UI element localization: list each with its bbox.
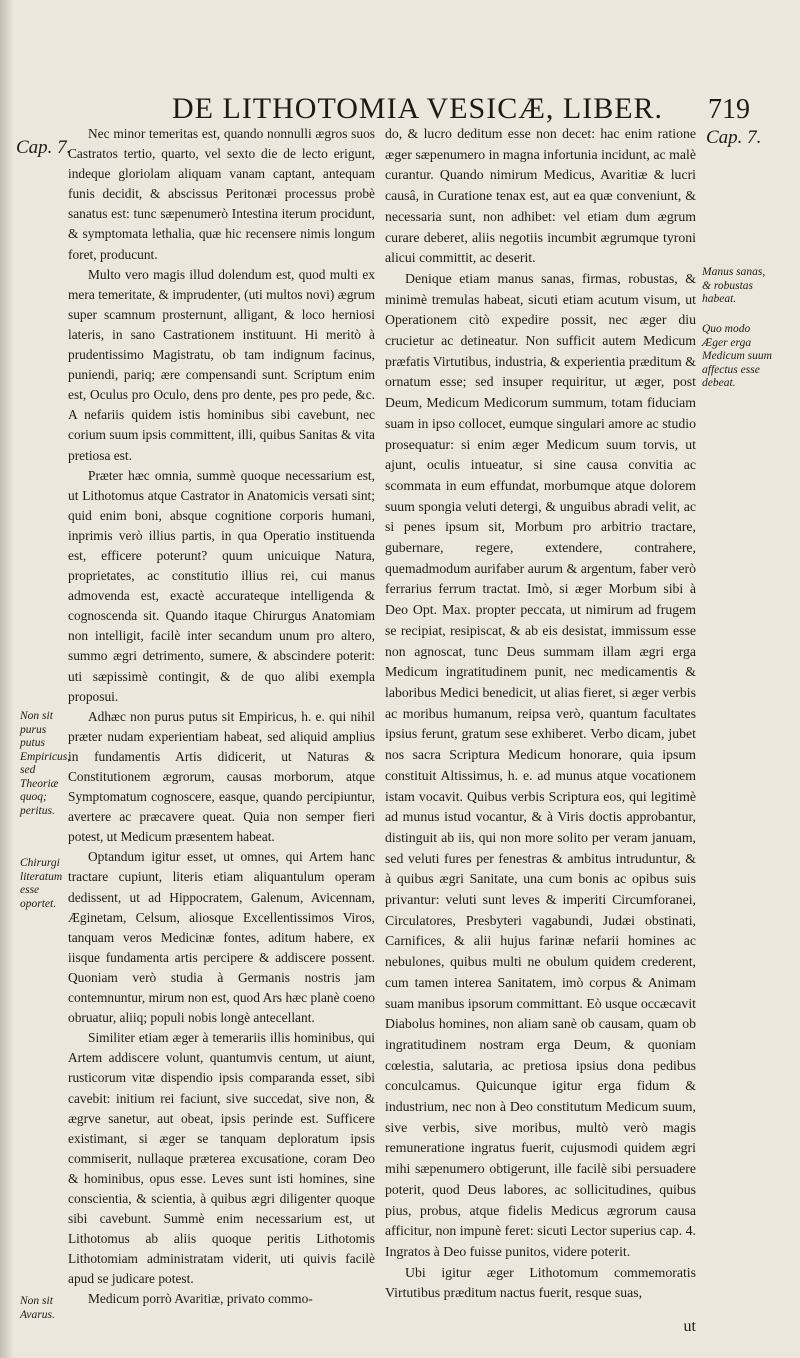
left-paragraph-1: Nec minor temeritas est, quando nonnulli ægros suos Castratos tertio, quarto, vel sexto die de lecto erigunt, indeque gloriolam aliquam vanam captant, antequam funis decidit, & abscissus Peritonæi processus probè sanatus est: tunc sæpenumerò Intestina iterum procidunt, & symptomata lethalia, quæ hic recensere nimis longum foret, producunt. [68,126,375,262]
page-number: 719 [708,94,750,125]
margin-note-quo-modo: Quo modo Æger erga Medicum suum affectus esse debeat. [702,323,772,389]
left-paragraph-3: Præter hæc omnia, summè quoque necessarium est, ut Lithotomus atque Castrator in Anatomicis versati sint; quid enim boni, absque cognitione corporis humani, inprimis verò illius partis, in qua Operatio instituenda est, efficere poterunt? quum unicuique Natura, proprietates, ac constitutio illius rei, cui manus admovenda est, exactè accurateque intelligenda & cognoscenda sit. Quando itaque Chirurgus Anatomiam non intelligit, facilè inter secandum unum pro altero, summo ægri detrimento, sumere, & abscindere poterit: uti sæpissimè contingit, & de quo alibi exempla proposui. [68,467,375,704]
right-column [385,124,696,1304]
left-paragraph-2: Multo vero magis illud dolendum est, quod multi ex mera temeritate, & imprudenter, (uti multos novi) ægrum super scamnum prosternunt, alligant, & loco herniosi lateris, in sano Castrationem instituunt. Hi meritò à prudentissimo Magistratu, ob tam indignum facinus, puniendi, pariq; ære compensandi sunt. Scriptum enim est, Oculus pro Oculo, dens pro dente, pes pro pede, &c. A nefariis quidem istis hominibus sibi cavebunt, nec corium suum ipsis committent, illi, quibus Sanitas & vita pretiosa est. [68,266,375,463]
margin-cap-right: Cap. 7. [706,127,762,148]
page-gutter-shadow [0,0,14,1358]
margin-note-empiricus: Non sit purus putus Empiricus, sed Theoriæ quoq; peritus. [20,710,71,817]
margin-cap-left: Cap. 7. [16,137,72,158]
left-paragraph-4: Adhæc non purus putus sit Empiricus, h. e. qui nihil præter nudam experientiam habeat, sed aliquid amplius in fundamentis Artis didicerit, ut Naturas & Constitutionem ægrorum, causas morborum, atque Symptomatum cognoscere, easque, quando percipiuntur, avertere ac præcavere queat. Quia non semper fieri potest, ut Medicum præsentem habeat. [68,708,375,845]
left-column [68,124,375,1310]
page-header [150,92,750,124]
right-paragraph-1: do, & lucro deditum esse non decet: hac enim ratione æger sæpenumero in magna infortunia incidunt, ac malè curantur. Quando nimirum Medicus, Avaritiæ & lucri causâ, in Curatione tenax est, aut ea quæ conveniunt, & necessaria sunt, non adhibet: vel etiam dum ægrum curare deberet, aliis negotiis incumbit ægrumque tyroni alicui committit, ac deserit. [385,126,696,266]
left-paragraph-7: Medicum porrò Avaritiæ, privato commo- [88,1291,313,1307]
margin-note-avarus: Non sit Avarus. [20,1295,55,1321]
catchword: ut [683,1318,696,1335]
margin-note-manus: Manus sanas, & robustas habeat. [702,266,766,305]
left-paragraph-6: Similiter etiam æger à temerariis illis hominibus, qui Artem addiscere volunt, quantumvis centum, ut aiunt, rusticorum vitæ dispendio ipsis comparanda esset, sibi cavebit: initium rei faciunt, sive succedat, sive non, & ægrve sanetur, aut obeat, ipsis perinde est. Sufficere existimant, si æger se tanquam deploratum ipsis commiserit, nullaque præterea excusatione, coram Deo & hominibus, opus esse. Leves sunt isti homines, sine conscientia, & scientia, à quibus ægri diligenter quoque sibi cavebunt. Summè enim necessarium est, ut Lithotomus ab aliis quoque peritis Lithotomis Lithotomiam administratam viderit, uti quivis facilè apud se judicare potest. [68,1030,375,1287]
margin-note-chirurgi: Chirurgi literatum esse oportet. [20,857,63,910]
left-paragraph-5: Optandum igitur esset, ut omnes, qui Artem hanc tractare cupiunt, literis etiam aliquantulum operam dedissent, ut ad Hippocratem, Galenum, Avicennam, Æginetam, Celsum, aliosque Excellentissimos Viros, tanquam veros Medicinæ fontes, aditum habere, ex iisque fundamenta artis percipere & addiscere possent. Quoniam verò studia à Germanis nostris jam contemnuntur, mirum non est, quod Ars hæc planè coeno obruatur, aliiq; populi nobis longè antecellant. [68,849,375,1026]
running-title: DE LITHOTOMIA VESICÆ, LIBER. [172,92,664,125]
right-paragraph-2: Denique etiam manus sanas, firmas, robustas, & minimè tremulas habeat, sicuti etiam acutum visum, ut Operationem citò expedire possit, nec æger diu crucietur ac detineatur. Non sufficit autem Medicum præfatis Virtutibus, industria, & experientia præditum & ornatum esse; sed insuper requiritur, ut æger, post Deum, Medicum Medicorum summum, totam fiduciam suam in ipso collocet, eumque singulari amore ac studio prosequatur: si enim æger Medicum suum torvis, ut ajunt, oculis intueatur, si sine causa convitia ac scommata in eum effundat, morbumque atque dolorem suum spongia veluti detergi, & unguibus abradi velit, ac si penes ipsum sit, Morbum pro arbitrio tractare, gubernare, regere, extendere, contrahere, quemadmodum aurifaber aurum & argentum, faber verò ferrarius ferrum tractat. Imò, si æger Morbum sibi à Deo Opt. Max. propter peccata, ut nimirum ad frugem se recipiat, resipiscat, & ab eis desistat, immissum esse non agnoscat, tunc Deus summam illam ægri erga Medicum ingratitudinem punit, nec medicamentis & laboribus Medici benedicit, ut alias fieret, si æger verbis ac moribus humanum, reipsa verò, quantum facultates ipsius ferunt, gratum sese exhiberet. Verbo dicam, jubet nos sacra Scriptura Medicum honorare, quia ipsum constituit Altissimus, h. e. ad munus atque vocationem istam vocavit. Quibus verbis Scriptura eos, qui legitimè ad munus istud vocantur, & à Viris doctis approbantur, distinguit ab iis, qui non more solito per veram januam, sed veluti fures per fenestras & ambitus intruduntur, & à quibus ægri Sanitate, una cum bonis ac opibus suis privantur: veluti sunt leves & imperiti Circumforanei, Circulatores, Presbyteri vagabundi, Judæi obstinati, Carnifices, & alii hujus farinæ nefarii homines ac nebulones, quibus multi ne obulum quidem crederent, cum tamen interea Sanitatem, imò corpus & Animam suam manibus ipsorum committant. Eò usque occæcavit Diabolus homines, non aliam sanè ob causam, quam ob ingratitudinem nostram erga Deum, & quoniam cœlestia, salutaria, ac pretiosa ipsius dona pedibus conculcamus. Quicunque igitur erga fidum & industrium, nec non à Deo constitutum Medicum suum, sive verbis, sive moribus, multò verò magis remuneratione ingratus fuerit, cujusmodi quidem ægri mihi sæpenumero obtigerunt, ille facilè sibi persuadere poterit, quod Deus labores, ac sollicitudines, quibus pius, probus, atque fidelis Medicus ægrorum causa afficitur, non impunè feret: sicuti Lector superius cap. 4. Ingratos à Deo fuisse punitos, videre poterit. [385,270,696,1259]
right-paragraph-3: Ubi igitur æger Lithotomum commemoratis Virtutibus præditum nactus fuerit, resque suas, [385,1264,696,1301]
